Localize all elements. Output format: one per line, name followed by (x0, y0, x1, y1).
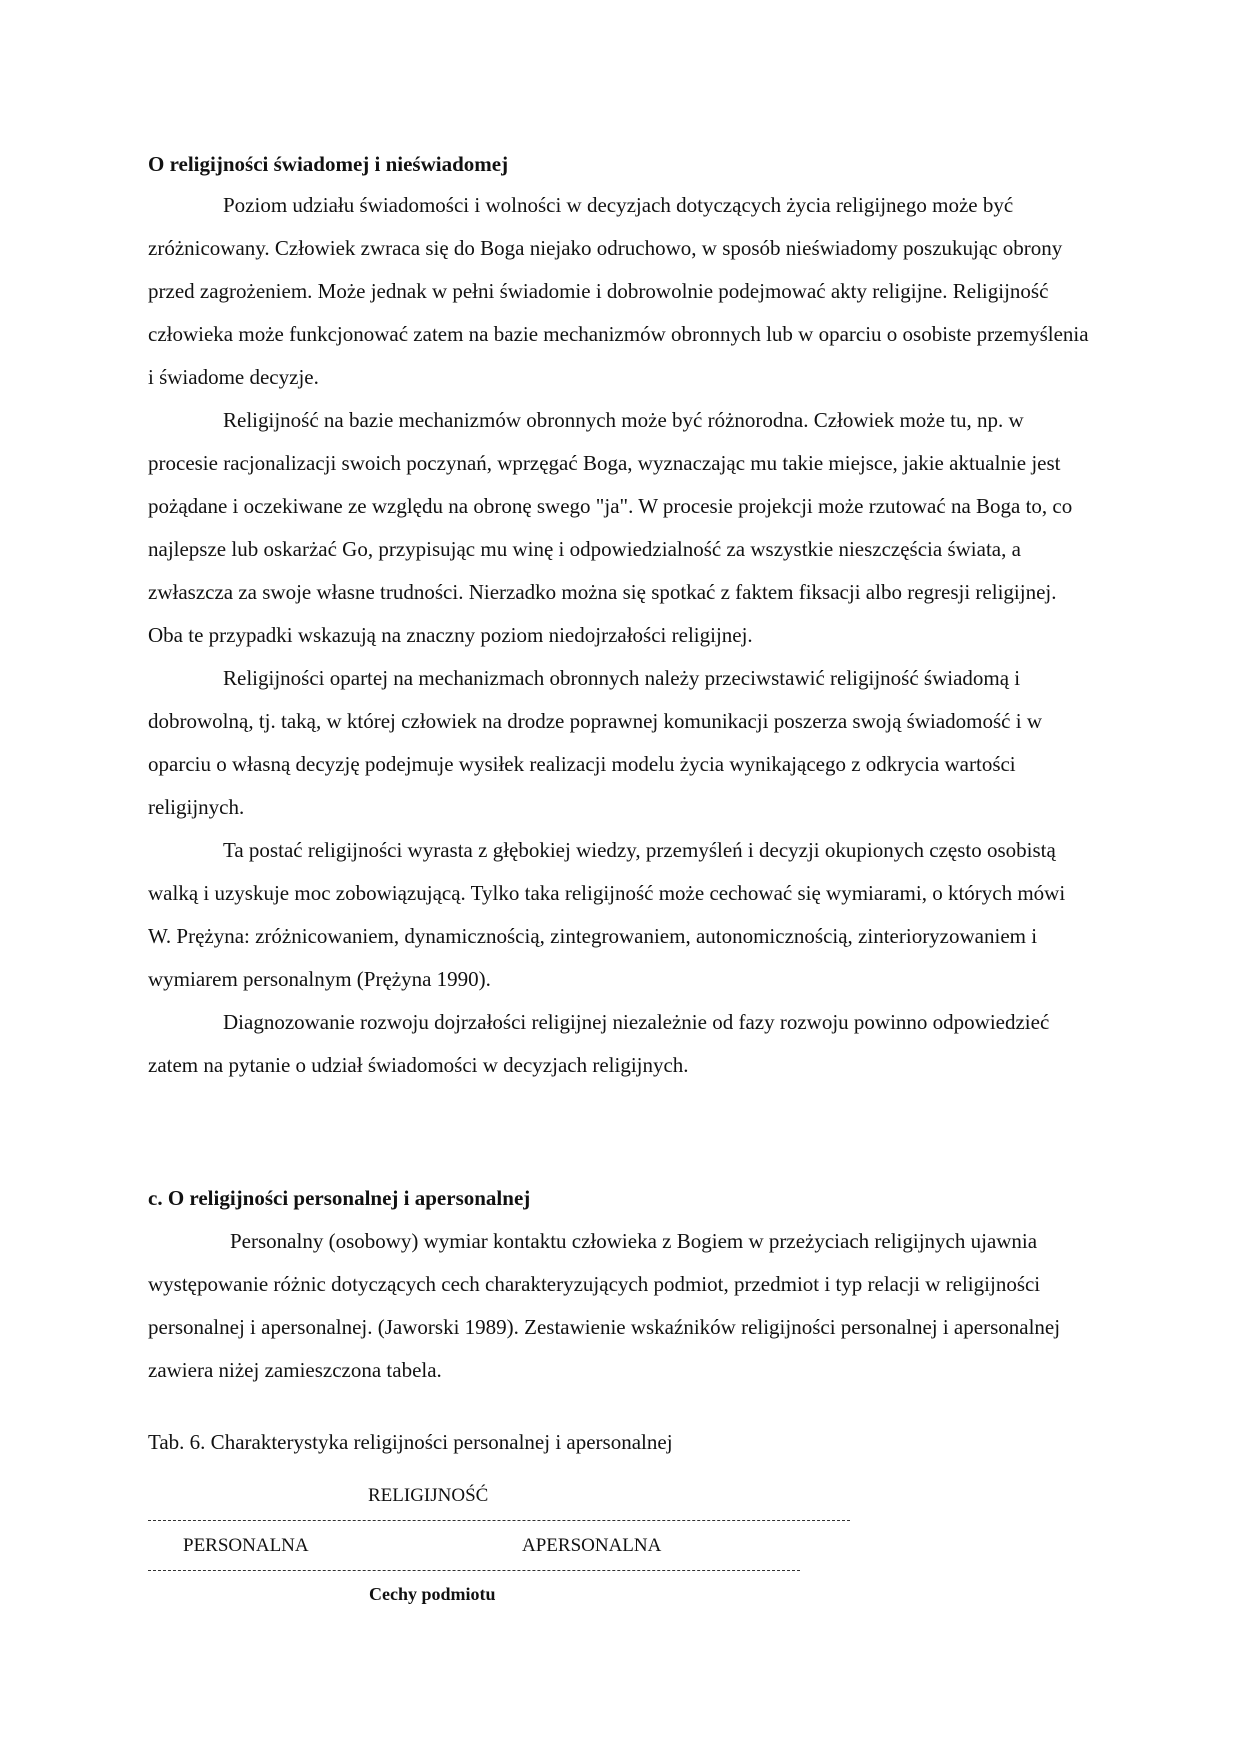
table-column-apersonal: APERSONALNA (522, 1535, 662, 1556)
table-caption: Tab. 6. Charakterystyka religijności personalnej i apersonalnej (148, 1430, 673, 1454)
table-subheader: Cechy podmiotu (369, 1584, 496, 1604)
section-body-personal (148, 1220, 1093, 1392)
section-heading-conscious: O religijności świadomej i nieświadomej (148, 152, 509, 176)
table-header: RELIGIJNOŚĆ (368, 1485, 489, 1506)
table-column-personal: PERSONALNA (183, 1535, 309, 1556)
table-divider (148, 1570, 800, 1571)
paragraph: Poziom udziału świadomości i wolności w decyzjach dotyczących życia religijnego może być zróżnicowany. Człowiek zwraca się do Boga niejako odruchowo, w sposób nieświadomy poszukując obrony przed zagrożeniem. Może jednak w pełni świadomie i dobrowolnie podejmować akty religijne. Religijność człowieka może funkcjonować zatem na bazie mechanizmów obronnych lub w oparciu o osobiste przemyślenia i świadome decyzje. (148, 193, 1089, 389)
table-divider (148, 1520, 850, 1521)
section-body-conscious (148, 184, 1093, 1087)
paragraph: Religijność na bazie mechanizmów obronnych może być różnorodna. Człowiek może tu, np. w procesie racjonalizacji swoich poczynań, wprzęgać Boga, wyznaczając mu takie miejsce, jakie aktualnie jest pożądane i oczekiwane ze względu na obronę swego "ja". W procesie projekcji może rzutować na Boga to, co najlepsze lub oskarżać Go, przypisując mu winę i odpowiedzialność za wszystkie nieszczęścia świata, a zwłaszcza za swoje własne trudności. Nierzadko można się spotkać z faktem fiksacji albo regresji religijnej. Oba te przypadki wskazują na znaczny poziom niedojrzałości religijnej. (148, 408, 1073, 647)
paragraph: Religijności opartej na mechanizmach obronnych należy przeciwstawić religijność świadomą i dobrowolną, tj. taką, w której człowiek na drodze poprawnej komunikacji poszerza swoją świadomość i w oparciu o własną decyzję podejmuje wysiłek realizacji modelu życia wynikającego z odkrycia wartości religijnych. (148, 666, 1042, 819)
section-heading-personal: c. O religijności personalnej i apersonalnej (148, 1186, 531, 1210)
paragraph: Diagnozowanie rozwoju dojrzałości religijnej niezależnie od fazy rozwoju powinno odpowiedzieć zatem na pytanie o udział świadomości w decyzjach religijnych. (148, 1010, 1050, 1077)
paragraph: Ta postać religijności wyrasta z głębokiej wiedzy, przemyśleń i decyzji okupionych często osobistą walką i uzyskuje moc zobowiązującą. Tylko taka religijność może cechować się wymiarami, o których mówi W. Prężyna: zróżnicowaniem, dynamicznością, zintegrowaniem, autonomicznością, zinterioryzowaniem i wymiarem personalnym (Prężyna 1990). (148, 838, 1066, 991)
paragraph: Personalny (osobowy) wymiar kontaktu człowieka z Bogiem w przeżyciach religijnych ujawnia występowanie różnic dotyczących cech charakteryzujących podmiot, przedmiot i typ relacji w religijności personalnej i apersonalnej. (Jaworski 1989). Zestawienie wskaźników religijności personalnej i apersonalnej zawiera niżej zamieszczona tabela. (148, 1229, 1061, 1382)
